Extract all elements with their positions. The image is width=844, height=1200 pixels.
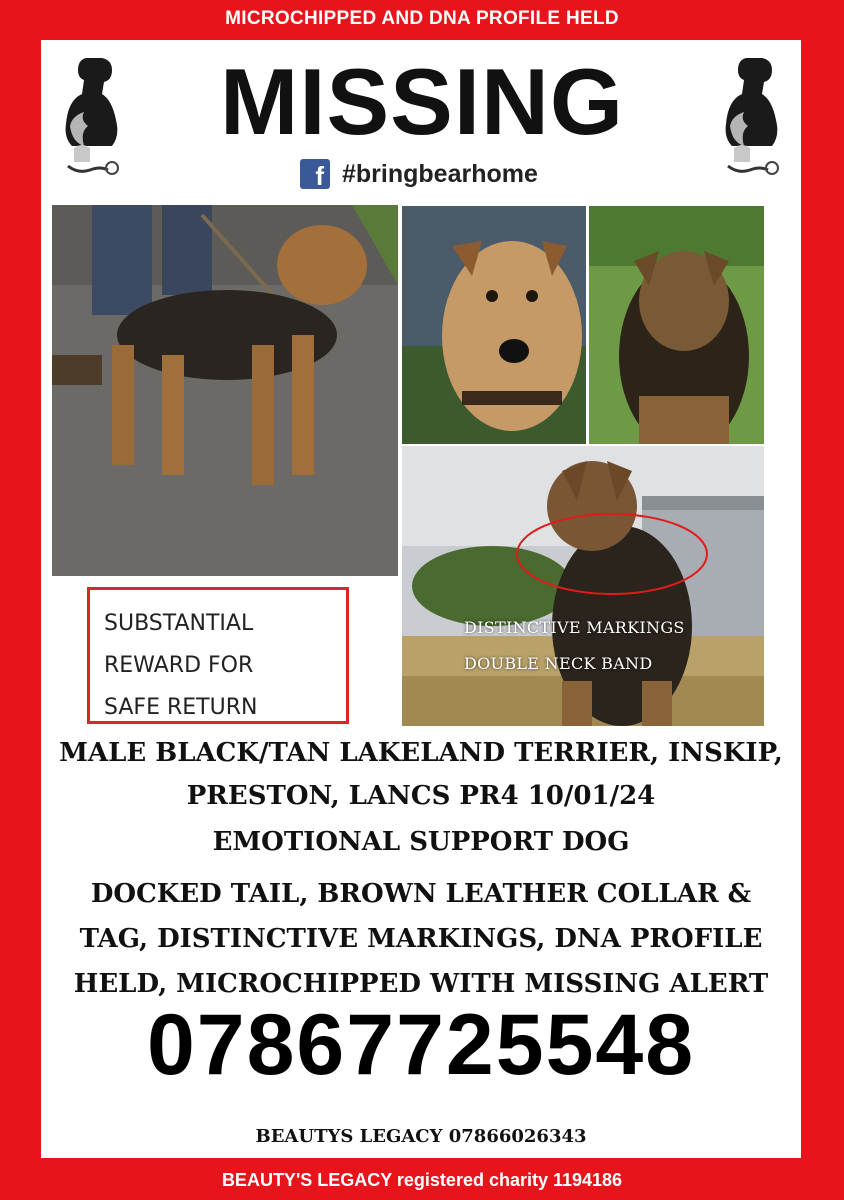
- facebook-icon: f: [300, 159, 330, 189]
- photo-dog-sitting: [402, 446, 764, 726]
- charity-contact: BEAUTYS LEGACY 07866026343: [255, 1126, 587, 1147]
- hashtag-row: [300, 158, 538, 190]
- features-line: TAG, DISTINCTIVE MARKINGS, DNA PROFILE: [79, 924, 763, 954]
- top-banner: MICROCHIPPED AND DNA PROFILE HELD: [225, 8, 619, 29]
- dog-description: [41, 732, 801, 818]
- dog-cat-logo-icon: [58, 48, 128, 188]
- contact-phone: 07867725548: [146, 997, 696, 1093]
- photo-dog-face: [402, 206, 586, 444]
- dog-cat-logo-icon: [718, 48, 788, 188]
- poster-title: MISSING: [220, 49, 624, 154]
- hashtag: #bringbearhome: [342, 159, 538, 188]
- photo-dog-standing: [52, 205, 398, 576]
- description-line: PRESTON, LANCS PR4 10/01/24: [186, 781, 656, 811]
- reward-line: REWARD FOR: [104, 653, 254, 678]
- reward-line: SUBSTANTIAL: [104, 611, 254, 636]
- features-line: DOCKED TAIL, BROWN LEATHER COLLAR &: [90, 879, 752, 909]
- features-line: HELD, MICROCHIPPED WITH MISSING ALERT: [73, 969, 769, 999]
- description-line: MALE BLACK/TAN LAKELAND TERRIER, INSKIP,: [59, 738, 783, 768]
- support-dog-note: EMOTIONAL SUPPORT DOG: [212, 827, 630, 857]
- identifying-features: [41, 872, 801, 1007]
- bottom-banner: BEAUTY'S LEGACY registered charity 1194186: [221, 1170, 623, 1190]
- markings-note: DISTINCTIVE MARKINGS: [464, 618, 685, 637]
- reward-box: [87, 587, 349, 724]
- reward-line: SAFE RETURN: [104, 695, 258, 720]
- photo-dog-grass: [589, 206, 764, 444]
- markings-note: DOUBLE NECK BAND: [464, 654, 653, 673]
